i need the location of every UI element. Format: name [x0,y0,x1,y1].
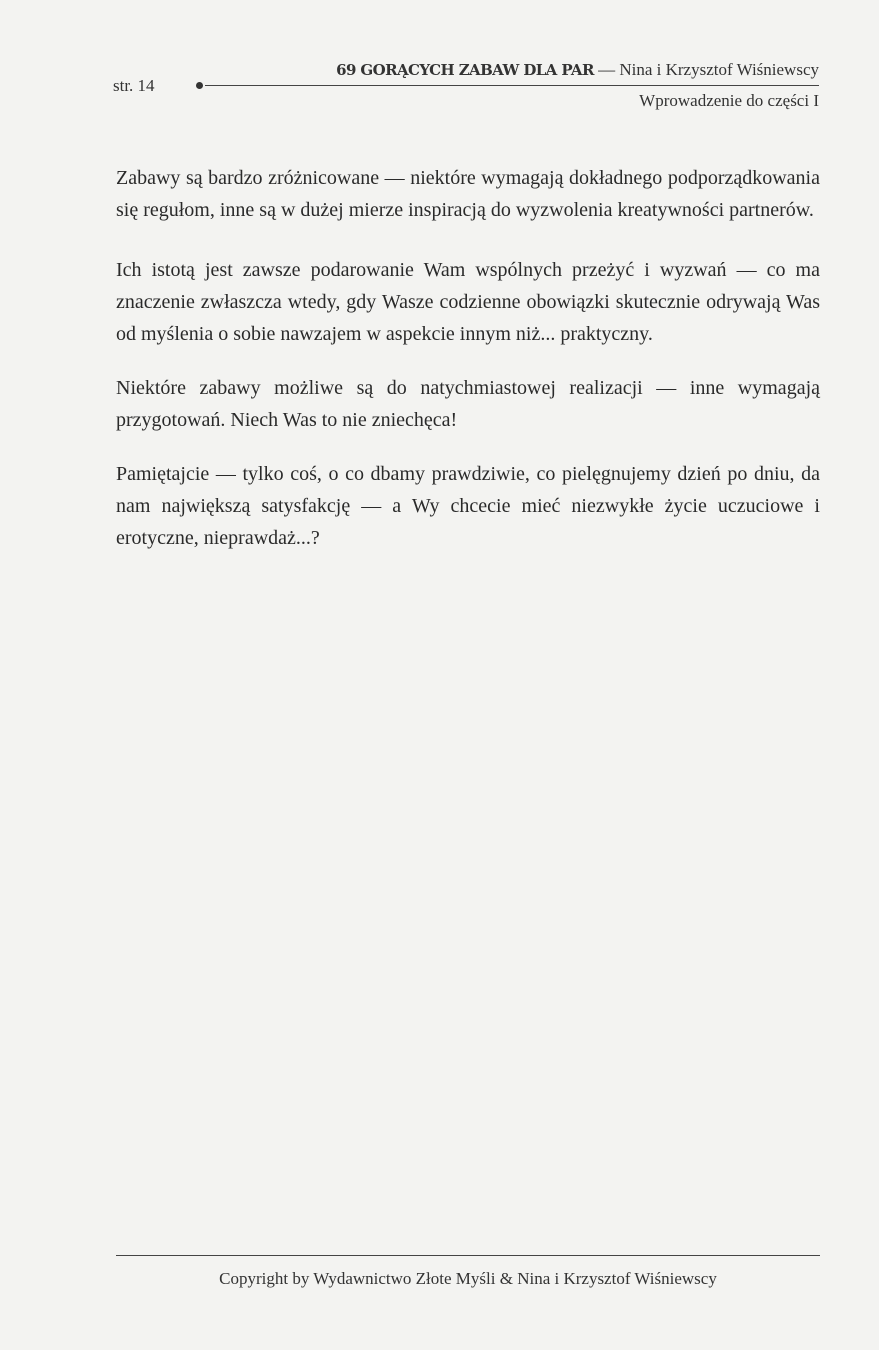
paragraph: Niektóre zabawy możliwe są do natychmiastowej realizacji — inne wymagają przygotowań. Niech Was to nie zniechęca! [116,377,820,431]
page-number: str. 14 [113,76,155,95]
footer-rule [116,1255,820,1256]
bullet-dot-icon [196,82,203,89]
paragraph: Pamiętajcie — tylko coś, o co dbamy prawdziwie, co pielęgnujemy dzień po dniu, da nam największą satysfakcję — a Wy chcecie mieć niezwykłe życie uczuciowe i erotyczne, nieprawdaż...? [116,463,820,549]
paragraph: Zabawy są bardzo zróżnicowane — niektóre wymagają dokładnego podporządkowania się regułom, inne są w dużej mierze inspiracją do wyzwolenia kreatywności partnerów. [116,167,820,221]
body-text [116,162,820,582]
authors: Nina i Krzysztof Wiśniewscy [619,60,819,79]
header-separator: — [593,60,620,79]
section-title: Wprowadzenie do części I [639,91,819,110]
header-rule [205,85,819,86]
copyright-notice: Copyright by Wydawnictwo Złote Myśli & Nina i Krzysztof Wiśniewscy [219,1269,717,1288]
paragraph: Ich istotą jest zawsze podarowanie Wam wspólnych przeżyć i wyzwań — co ma znaczenie zwłaszcza wtedy, gdy Wasze codzienne obowiązki skutecznie odrywają Was od myślenia o sobie nawzajem w aspekcie innym niż... praktyczny. [116,259,820,345]
running-header [336,60,819,80]
book-title: 69 GORĄCYCH ZABAW DLA PAR [336,61,594,79]
